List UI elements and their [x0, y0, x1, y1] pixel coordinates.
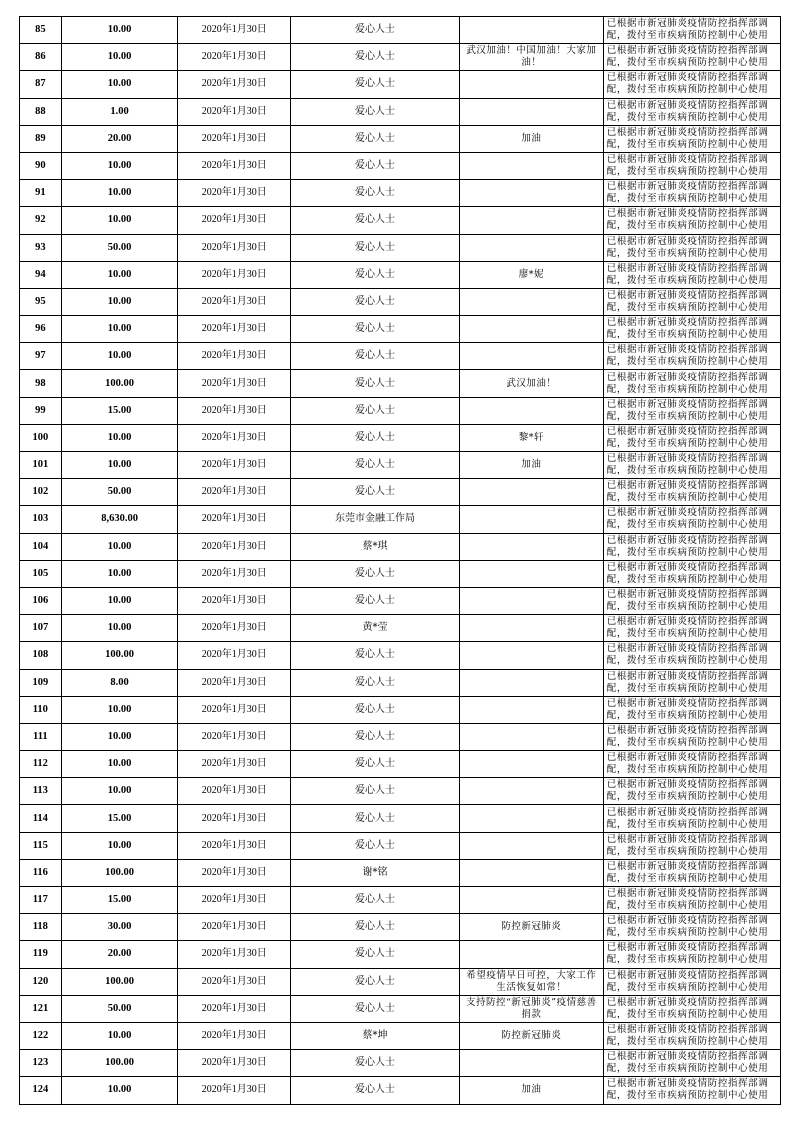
table-row	[20, 669, 781, 696]
donor-cell: 爱心人士	[291, 44, 460, 71]
table-row	[20, 261, 781, 288]
usage-note-cell: 已根据市新冠肺炎疫情防控指挥部调配，拨付至市疾病预防控制中心使用	[603, 587, 780, 614]
row-number-cell: 89	[20, 125, 62, 152]
donor-cell: 爱心人士	[291, 343, 460, 370]
message-cell	[459, 805, 603, 832]
donor-cell: 爱心人士	[291, 452, 460, 479]
amount-cell: 10.00	[61, 343, 178, 370]
donor-cell: 爱心人士	[291, 152, 460, 179]
amount-cell: 10.00	[61, 452, 178, 479]
amount-cell: 15.00	[61, 397, 178, 424]
row-number-cell: 104	[20, 533, 62, 560]
table-row	[20, 887, 781, 914]
date-cell: 2020年1月30日	[178, 261, 291, 288]
table-row	[20, 968, 781, 995]
table-row	[20, 533, 781, 560]
message-cell	[459, 71, 603, 98]
donor-cell: 爱心人士	[291, 370, 460, 397]
amount-cell: 1.00	[61, 98, 178, 125]
usage-note-cell: 已根据市新冠肺炎疫情防控指挥部调配，拨付至市疾病预防控制中心使用	[603, 533, 780, 560]
date-cell: 2020年1月30日	[178, 288, 291, 315]
amount-cell: 10.00	[61, 180, 178, 207]
usage-note-cell: 已根据市新冠肺炎疫情防控指挥部调配，拨付至市疾病预防控制中心使用	[603, 288, 780, 315]
amount-cell: 10.00	[61, 587, 178, 614]
amount-cell: 10.00	[61, 1077, 178, 1104]
date-cell: 2020年1月30日	[178, 1050, 291, 1077]
message-cell: 武汉加油！中国加油！大家加油！	[459, 44, 603, 71]
amount-cell: 10.00	[61, 696, 178, 723]
message-cell	[459, 832, 603, 859]
amount-cell: 100.00	[61, 968, 178, 995]
amount-cell: 8,630.00	[61, 506, 178, 533]
date-cell: 2020年1月30日	[178, 17, 291, 44]
table-row	[20, 180, 781, 207]
donor-cell: 爱心人士	[291, 479, 460, 506]
row-number-cell: 113	[20, 778, 62, 805]
amount-cell: 10.00	[61, 17, 178, 44]
usage-note-cell: 已根据市新冠肺炎疫情防控指挥部调配，拨付至市疾病预防控制中心使用	[603, 968, 780, 995]
usage-note-cell: 已根据市新冠肺炎疫情防控指挥部调配，拨付至市疾病预防控制中心使用	[603, 506, 780, 533]
message-cell	[459, 1050, 603, 1077]
date-cell: 2020年1月30日	[178, 751, 291, 778]
donor-cell: 爱心人士	[291, 995, 460, 1022]
table-row	[20, 234, 781, 261]
usage-note-cell: 已根据市新冠肺炎疫情防控指挥部调配，拨付至市疾病预防控制中心使用	[603, 615, 780, 642]
amount-cell: 10.00	[61, 316, 178, 343]
row-number-cell: 117	[20, 887, 62, 914]
row-number-cell: 105	[20, 560, 62, 587]
usage-note-cell: 已根据市新冠肺炎疫情防控指挥部调配，拨付至市疾病预防控制中心使用	[603, 560, 780, 587]
date-cell: 2020年1月30日	[178, 479, 291, 506]
date-cell: 2020年1月30日	[178, 615, 291, 642]
usage-note-cell: 已根据市新冠肺炎疫情防控指挥部调配，拨付至市疾病预防控制中心使用	[603, 152, 780, 179]
donor-cell: 爱心人士	[291, 968, 460, 995]
row-number-cell: 91	[20, 180, 62, 207]
donor-cell: 爱心人士	[291, 1077, 460, 1104]
message-cell	[459, 234, 603, 261]
donor-cell: 爱心人士	[291, 98, 460, 125]
date-cell: 2020年1月30日	[178, 207, 291, 234]
table-row	[20, 1050, 781, 1077]
date-cell: 2020年1月30日	[178, 1022, 291, 1049]
row-number-cell: 120	[20, 968, 62, 995]
date-cell: 2020年1月30日	[178, 968, 291, 995]
table-row	[20, 859, 781, 886]
date-cell: 2020年1月30日	[178, 941, 291, 968]
amount-cell: 100.00	[61, 370, 178, 397]
message-cell: 廖*妮	[459, 261, 603, 288]
message-cell	[459, 859, 603, 886]
donor-cell: 爱心人士	[291, 288, 460, 315]
usage-note-cell: 已根据市新冠肺炎疫情防控指挥部调配，拨付至市疾病预防控制中心使用	[603, 1022, 780, 1049]
usage-note-cell: 已根据市新冠肺炎疫情防控指挥部调配，拨付至市疾病预防控制中心使用	[603, 71, 780, 98]
message-cell: 希望疫情早日可控，大家工作生活恢复如常！	[459, 968, 603, 995]
amount-cell: 10.00	[61, 152, 178, 179]
table-row	[20, 778, 781, 805]
donor-cell: 爱心人士	[291, 696, 460, 723]
row-number-cell: 93	[20, 234, 62, 261]
row-number-cell: 94	[20, 261, 62, 288]
donor-cell: 爱心人士	[291, 71, 460, 98]
donor-cell: 爱心人士	[291, 560, 460, 587]
amount-cell: 50.00	[61, 234, 178, 261]
donor-cell: 爱心人士	[291, 234, 460, 261]
usage-note-cell: 已根据市新冠肺炎疫情防控指挥部调配，拨付至市疾病预防控制中心使用	[603, 723, 780, 750]
usage-note-cell: 已根据市新冠肺炎疫情防控指挥部调配，拨付至市疾病预防控制中心使用	[603, 98, 780, 125]
date-cell: 2020年1月30日	[178, 452, 291, 479]
row-number-cell: 121	[20, 995, 62, 1022]
row-number-cell: 92	[20, 207, 62, 234]
donor-cell: 蔡*琪	[291, 533, 460, 560]
table-row	[20, 805, 781, 832]
amount-cell: 100.00	[61, 859, 178, 886]
row-number-cell: 109	[20, 669, 62, 696]
usage-note-cell: 已根据市新冠肺炎疫情防控指挥部调配，拨付至市疾病预防控制中心使用	[603, 207, 780, 234]
message-cell	[459, 587, 603, 614]
row-number-cell: 107	[20, 615, 62, 642]
date-cell: 2020年1月30日	[178, 234, 291, 261]
donor-cell: 爱心人士	[291, 887, 460, 914]
message-cell	[459, 778, 603, 805]
row-number-cell: 110	[20, 696, 62, 723]
table-row	[20, 152, 781, 179]
table-row	[20, 343, 781, 370]
table-row	[20, 723, 781, 750]
amount-cell: 10.00	[61, 424, 178, 451]
message-cell: 黎*轩	[459, 424, 603, 451]
donor-cell: 爱心人士	[291, 832, 460, 859]
amount-cell: 10.00	[61, 615, 178, 642]
message-cell: 加油	[459, 125, 603, 152]
donor-cell: 爱心人士	[291, 17, 460, 44]
message-cell	[459, 723, 603, 750]
row-number-cell: 119	[20, 941, 62, 968]
table-row	[20, 397, 781, 424]
donor-cell: 爱心人士	[291, 1050, 460, 1077]
donation-table	[19, 16, 781, 1105]
table-row	[20, 642, 781, 669]
table-row	[20, 506, 781, 533]
message-cell	[459, 98, 603, 125]
donor-cell: 爱心人士	[291, 316, 460, 343]
usage-note-cell: 已根据市新冠肺炎疫情防控指挥部调配，拨付至市疾病预防控制中心使用	[603, 778, 780, 805]
table-row	[20, 479, 781, 506]
amount-cell: 50.00	[61, 995, 178, 1022]
donor-cell: 爱心人士	[291, 914, 460, 941]
date-cell: 2020年1月30日	[178, 343, 291, 370]
table-row	[20, 44, 781, 71]
usage-note-cell: 已根据市新冠肺炎疫情防控指挥部调配，拨付至市疾病预防控制中心使用	[603, 669, 780, 696]
usage-note-cell: 已根据市新冠肺炎疫情防控指挥部调配，拨付至市疾病预防控制中心使用	[603, 261, 780, 288]
row-number-cell: 106	[20, 587, 62, 614]
date-cell: 2020年1月30日	[178, 723, 291, 750]
usage-note-cell: 已根据市新冠肺炎疫情防控指挥部调配，拨付至市疾病预防控制中心使用	[603, 887, 780, 914]
amount-cell: 10.00	[61, 751, 178, 778]
date-cell: 2020年1月30日	[178, 669, 291, 696]
message-cell	[459, 506, 603, 533]
donor-cell: 爱心人士	[291, 751, 460, 778]
message-cell: 加油	[459, 452, 603, 479]
date-cell: 2020年1月30日	[178, 887, 291, 914]
date-cell: 2020年1月30日	[178, 125, 291, 152]
amount-cell: 10.00	[61, 261, 178, 288]
usage-note-cell: 已根据市新冠肺炎疫情防控指挥部调配，拨付至市疾病预防控制中心使用	[603, 805, 780, 832]
usage-note-cell: 已根据市新冠肺炎疫情防控指挥部调配，拨付至市疾病预防控制中心使用	[603, 370, 780, 397]
donor-cell: 爱心人士	[291, 207, 460, 234]
message-cell: 防控新冠肺炎	[459, 1022, 603, 1049]
amount-cell: 10.00	[61, 560, 178, 587]
amount-cell: 20.00	[61, 125, 178, 152]
usage-note-cell: 已根据市新冠肺炎疫情防控指挥部调配，拨付至市疾病预防控制中心使用	[603, 479, 780, 506]
table-row	[20, 452, 781, 479]
message-cell	[459, 642, 603, 669]
table-row	[20, 1077, 781, 1104]
row-number-cell: 90	[20, 152, 62, 179]
usage-note-cell: 已根据市新冠肺炎疫情防控指挥部调配，拨付至市疾病预防控制中心使用	[603, 424, 780, 451]
date-cell: 2020年1月30日	[178, 424, 291, 451]
date-cell: 2020年1月30日	[178, 587, 291, 614]
message-cell	[459, 669, 603, 696]
row-number-cell: 123	[20, 1050, 62, 1077]
amount-cell: 20.00	[61, 941, 178, 968]
donor-cell: 爱心人士	[291, 125, 460, 152]
usage-note-cell: 已根据市新冠肺炎疫情防控指挥部调配，拨付至市疾病预防控制中心使用	[603, 696, 780, 723]
date-cell: 2020年1月30日	[178, 995, 291, 1022]
donor-cell: 爱心人士	[291, 723, 460, 750]
table-row	[20, 424, 781, 451]
usage-note-cell: 已根据市新冠肺炎疫情防控指挥部调配，拨付至市疾病预防控制中心使用	[603, 1077, 780, 1104]
table-row	[20, 615, 781, 642]
amount-cell: 10.00	[61, 832, 178, 859]
donation-table-body	[20, 17, 781, 1105]
table-row	[20, 832, 781, 859]
usage-note-cell: 已根据市新冠肺炎疫情防控指挥部调配，拨付至市疾病预防控制中心使用	[603, 316, 780, 343]
row-number-cell: 85	[20, 17, 62, 44]
donor-cell: 爱心人士	[291, 941, 460, 968]
date-cell: 2020年1月30日	[178, 859, 291, 886]
row-number-cell: 118	[20, 914, 62, 941]
amount-cell: 10.00	[61, 533, 178, 560]
row-number-cell: 115	[20, 832, 62, 859]
donor-cell: 爱心人士	[291, 261, 460, 288]
row-number-cell: 98	[20, 370, 62, 397]
table-row	[20, 207, 781, 234]
usage-note-cell: 已根据市新冠肺炎疫情防控指挥部调配，拨付至市疾病预防控制中心使用	[603, 452, 780, 479]
usage-note-cell: 已根据市新冠肺炎疫情防控指挥部调配，拨付至市疾病预防控制中心使用	[603, 751, 780, 778]
message-cell	[459, 316, 603, 343]
amount-cell: 50.00	[61, 479, 178, 506]
donor-cell: 谢*铭	[291, 859, 460, 886]
row-number-cell: 86	[20, 44, 62, 71]
message-cell	[459, 751, 603, 778]
row-number-cell: 116	[20, 859, 62, 886]
date-cell: 2020年1月30日	[178, 832, 291, 859]
amount-cell: 10.00	[61, 1022, 178, 1049]
date-cell: 2020年1月30日	[178, 44, 291, 71]
donor-cell: 爱心人士	[291, 642, 460, 669]
row-number-cell: 103	[20, 506, 62, 533]
usage-note-cell: 已根据市新冠肺炎疫情防控指挥部调配，拨付至市疾病预防控制中心使用	[603, 397, 780, 424]
row-number-cell: 99	[20, 397, 62, 424]
row-number-cell: 114	[20, 805, 62, 832]
usage-note-cell: 已根据市新冠肺炎疫情防控指挥部调配，拨付至市疾病预防控制中心使用	[603, 832, 780, 859]
table-row	[20, 696, 781, 723]
table-row	[20, 98, 781, 125]
row-number-cell: 87	[20, 71, 62, 98]
table-row	[20, 587, 781, 614]
date-cell: 2020年1月30日	[178, 533, 291, 560]
date-cell: 2020年1月30日	[178, 1077, 291, 1104]
row-number-cell: 124	[20, 1077, 62, 1104]
message-cell: 支持防控“新冠肺炎”疫情慈善捐款	[459, 995, 603, 1022]
date-cell: 2020年1月30日	[178, 506, 291, 533]
message-cell	[459, 560, 603, 587]
amount-cell: 15.00	[61, 805, 178, 832]
date-cell: 2020年1月30日	[178, 696, 291, 723]
row-number-cell: 96	[20, 316, 62, 343]
table-row	[20, 560, 781, 587]
date-cell: 2020年1月30日	[178, 71, 291, 98]
donor-cell: 爱心人士	[291, 669, 460, 696]
amount-cell: 10.00	[61, 288, 178, 315]
usage-note-cell: 已根据市新冠肺炎疫情防控指挥部调配，拨付至市疾病预防控制中心使用	[603, 859, 780, 886]
message-cell: 武汉加油！	[459, 370, 603, 397]
row-number-cell: 100	[20, 424, 62, 451]
message-cell	[459, 615, 603, 642]
row-number-cell: 112	[20, 751, 62, 778]
row-number-cell: 108	[20, 642, 62, 669]
message-cell	[459, 397, 603, 424]
row-number-cell: 111	[20, 723, 62, 750]
usage-note-cell: 已根据市新冠肺炎疫情防控指挥部调配，拨付至市疾病预防控制中心使用	[603, 914, 780, 941]
message-cell	[459, 343, 603, 370]
table-row	[20, 316, 781, 343]
donor-cell: 黄*莹	[291, 615, 460, 642]
donor-cell: 东莞市金融工作局	[291, 506, 460, 533]
table-row	[20, 914, 781, 941]
usage-note-cell: 已根据市新冠肺炎疫情防控指挥部调配，拨付至市疾病预防控制中心使用	[603, 17, 780, 44]
date-cell: 2020年1月30日	[178, 914, 291, 941]
date-cell: 2020年1月30日	[178, 560, 291, 587]
amount-cell: 10.00	[61, 723, 178, 750]
date-cell: 2020年1月30日	[178, 98, 291, 125]
table-row	[20, 370, 781, 397]
table-row	[20, 1022, 781, 1049]
usage-note-cell: 已根据市新冠肺炎疫情防控指挥部调配，拨付至市疾病预防控制中心使用	[603, 1050, 780, 1077]
amount-cell: 10.00	[61, 778, 178, 805]
amount-cell: 10.00	[61, 44, 178, 71]
amount-cell: 10.00	[61, 71, 178, 98]
donor-cell: 蔡*坤	[291, 1022, 460, 1049]
message-cell: 防控新冠肺炎	[459, 914, 603, 941]
message-cell: 加油	[459, 1077, 603, 1104]
table-row	[20, 941, 781, 968]
donor-cell: 爱心人士	[291, 587, 460, 614]
message-cell	[459, 696, 603, 723]
message-cell	[459, 17, 603, 44]
table-row	[20, 17, 781, 44]
message-cell	[459, 533, 603, 560]
usage-note-cell: 已根据市新冠肺炎疫情防控指挥部调配，拨付至市疾病预防控制中心使用	[603, 941, 780, 968]
amount-cell: 100.00	[61, 1050, 178, 1077]
donor-cell: 爱心人士	[291, 180, 460, 207]
row-number-cell: 88	[20, 98, 62, 125]
message-cell	[459, 887, 603, 914]
usage-note-cell: 已根据市新冠肺炎疫情防控指挥部调配，拨付至市疾病预防控制中心使用	[603, 234, 780, 261]
row-number-cell: 101	[20, 452, 62, 479]
date-cell: 2020年1月30日	[178, 805, 291, 832]
message-cell	[459, 180, 603, 207]
message-cell	[459, 152, 603, 179]
row-number-cell: 95	[20, 288, 62, 315]
row-number-cell: 102	[20, 479, 62, 506]
message-cell	[459, 207, 603, 234]
table-row	[20, 71, 781, 98]
amount-cell: 100.00	[61, 642, 178, 669]
message-cell	[459, 479, 603, 506]
amount-cell: 15.00	[61, 887, 178, 914]
amount-cell: 10.00	[61, 207, 178, 234]
date-cell: 2020年1月30日	[178, 370, 291, 397]
donor-cell: 爱心人士	[291, 778, 460, 805]
donor-cell: 爱心人士	[291, 424, 460, 451]
message-cell	[459, 288, 603, 315]
usage-note-cell: 已根据市新冠肺炎疫情防控指挥部调配，拨付至市疾病预防控制中心使用	[603, 343, 780, 370]
usage-note-cell: 已根据市新冠肺炎疫情防控指挥部调配，拨付至市疾病预防控制中心使用	[603, 125, 780, 152]
usage-note-cell: 已根据市新冠肺炎疫情防控指挥部调配，拨付至市疾病预防控制中心使用	[603, 44, 780, 71]
table-row	[20, 125, 781, 152]
date-cell: 2020年1月30日	[178, 642, 291, 669]
message-cell	[459, 941, 603, 968]
donor-cell: 爱心人士	[291, 805, 460, 832]
table-row	[20, 751, 781, 778]
date-cell: 2020年1月30日	[178, 316, 291, 343]
usage-note-cell: 已根据市新冠肺炎疫情防控指挥部调配，拨付至市疾病预防控制中心使用	[603, 642, 780, 669]
amount-cell: 30.00	[61, 914, 178, 941]
donor-cell: 爱心人士	[291, 397, 460, 424]
date-cell: 2020年1月30日	[178, 180, 291, 207]
amount-cell: 8.00	[61, 669, 178, 696]
row-number-cell: 97	[20, 343, 62, 370]
table-row	[20, 995, 781, 1022]
usage-note-cell: 已根据市新冠肺炎疫情防控指挥部调配，拨付至市疾病预防控制中心使用	[603, 995, 780, 1022]
date-cell: 2020年1月30日	[178, 778, 291, 805]
usage-note-cell: 已根据市新冠肺炎疫情防控指挥部调配，拨付至市疾病预防控制中心使用	[603, 180, 780, 207]
row-number-cell: 122	[20, 1022, 62, 1049]
date-cell: 2020年1月30日	[178, 397, 291, 424]
date-cell: 2020年1月30日	[178, 152, 291, 179]
table-row	[20, 288, 781, 315]
